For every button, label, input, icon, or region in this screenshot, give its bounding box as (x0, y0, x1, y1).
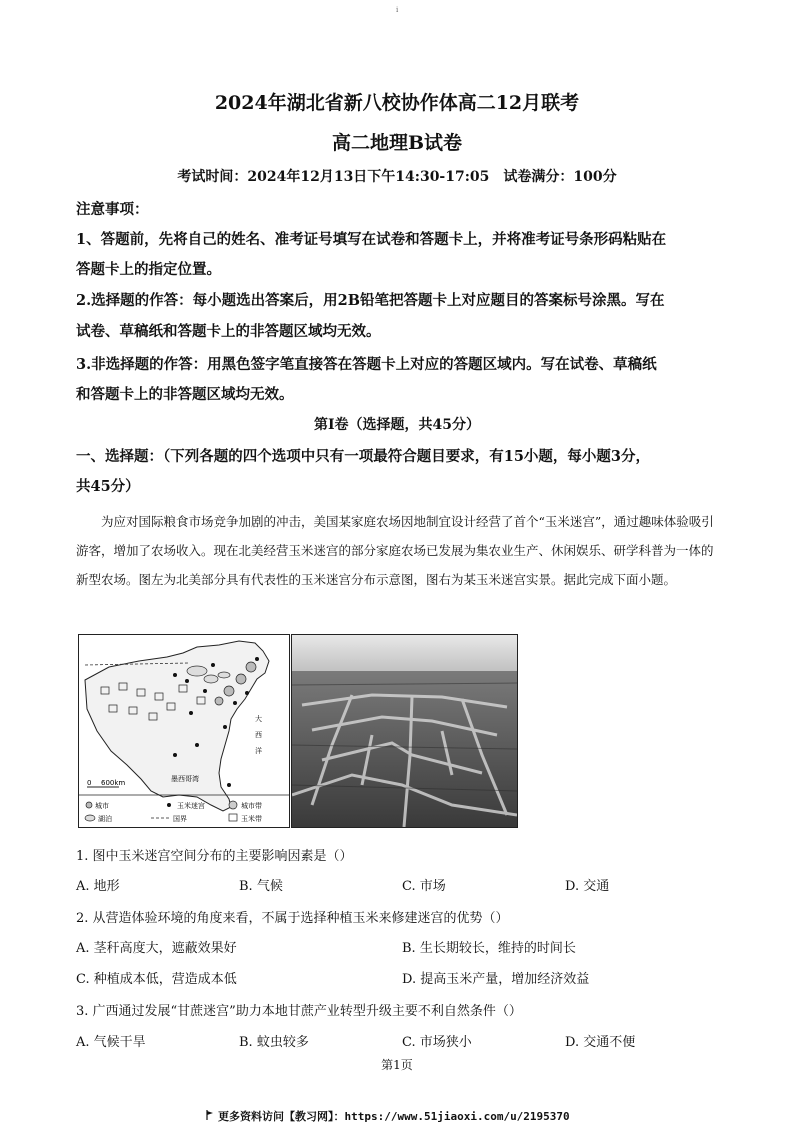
question-2-option-a: A. 茎秆高度大，遮蔽效果好 (76, 941, 237, 956)
legend-border: 国界 (173, 815, 187, 823)
ocean-label-1: 大 (255, 715, 262, 723)
notice-item-1-line-2: 答题卡上的指定位置。 (76, 261, 221, 278)
question-2-option-c: C. 种植成本低，营造成本低 (76, 972, 237, 987)
corn-maze-photo (291, 634, 518, 828)
question-2-stem: 2. 从营造体验环境的角度来看，不属于选择种植玉米来修建迷宫的优势（） (76, 911, 509, 926)
lake-shape (187, 666, 207, 676)
question-3-option-d: D. 交通不便 (565, 1035, 636, 1050)
question-1-option-a: A. 地形 (76, 879, 120, 894)
scale-origin: 0 (87, 779, 92, 787)
notice-item-1-line-1: 1、答题前，先将自己的姓名、准考证号填写在试卷和答题卡上，并将准考证号条形码粘贴在 (76, 231, 667, 248)
exam-info: 考试时间：2024年12月13日下午14:30-17:05 试卷满分：100分 (177, 169, 617, 185)
legend-city-belt-symbol (229, 801, 237, 809)
flag-icon (206, 1110, 214, 1120)
exam-title: 2024年湖北省新八校协作体高二12月联考 (214, 92, 580, 114)
legend-city-symbol (86, 802, 92, 808)
top-mark: i (396, 6, 399, 14)
section-instruction-line-2: 共45分） (76, 478, 140, 495)
question-3-stem: 3. 广西通过发展“甘蔗迷宫”助力本地甘蔗产业转型升级主要不利自然条件（） (76, 1004, 522, 1019)
legend-lake: 湖泊 (98, 815, 112, 823)
part-1-title: 第Ⅰ卷（选择题，共45分） (313, 417, 481, 433)
question-3-option-a: A. 气候干旱 (76, 1035, 146, 1050)
lake-shape (218, 672, 230, 678)
exam-subtitle: 高二地理B试卷 (331, 132, 463, 154)
legend-city: 城市 (95, 802, 109, 810)
notice-item-3-line-2: 和答题卡上的非答题区域均无效。 (76, 386, 294, 403)
map-drawing (79, 635, 289, 827)
section-instruction-line-1: 一、选择题：（下列各题的四个选项中只有一项最符合题目要求，有15小题，每小题3分， (76, 448, 651, 465)
reading-passage: 为应对国际粮食市场竞争加剧的冲击，美国某家庭农场因地制宜设计经营了首个“玉米迷宫”，通过趣味体验吸引游客，增加了农场收入。现在北美经营玉米迷宫的部分家庭农场已发展为集农业生产、休闲娱乐、研学科普为一体的新型农场。图左为北美部分具有代表性的玉米迷宫分布示意图，图右为某玉米迷宫实景。据此完成下面小题。 (76, 514, 714, 587)
legend-city-belt: 城市带 (241, 802, 262, 810)
question-2-option-d: D. 提高玉米产量，增加经济效益 (402, 972, 590, 987)
question-1-option-c: C. 市场 (402, 879, 446, 894)
legend-lake-symbol (85, 815, 95, 821)
legend-corn-belt: 玉米带 (241, 815, 262, 823)
legend-corn-belt-symbol (229, 814, 237, 821)
question-3-option-b: B. 蚊虫较多 (239, 1035, 309, 1050)
question-1-option-b: B. 气候 (239, 879, 283, 894)
notice-item-2-line-2: 试卷、草稿纸和答题卡上的非答题区域均无效。 (76, 323, 381, 340)
gulf-label: 墨西哥湾 (171, 775, 199, 783)
legend-maze-symbol (167, 803, 171, 807)
question-2-option-b: B. 生长期较长，维持的时间长 (402, 941, 576, 956)
legend-maze: 玉米迷宫 (177, 802, 205, 810)
notice-item-3-line-1: 3.非选择题的作答：用黑色签字笔直接答在答题卡上对应的答题区域内。写在试卷、草稿纸 (76, 356, 657, 373)
question-3-option-c: C. 市场狭小 (402, 1035, 472, 1050)
lake-shape (204, 675, 218, 683)
notice-heading: 注意事项： (76, 201, 149, 218)
footer-text: 更多资料访问【教习网】：https://www.51jiaoxi.com/u/2195370 (218, 1110, 570, 1123)
photo-drawing (292, 635, 517, 827)
question-1-option-d: D. 交通 (565, 879, 610, 894)
ocean-label-3: 洋 (255, 747, 262, 755)
scale-label: 600km (101, 779, 126, 787)
notice-item-2-line-1: 2.选择题的作答：每小题选出答案后，用2B铅笔把答题卡上对应题目的答案标号涂黑。写在 (76, 292, 665, 309)
corn-maze-distribution-map (78, 634, 290, 828)
question-1-stem: 1. 图中玉米迷宫空间分布的主要影响因素是（） (76, 849, 353, 864)
page-number: 第1页 (381, 1058, 413, 1072)
ocean-label-2: 西 (255, 731, 262, 739)
footer-link[interactable] (206, 1108, 570, 1124)
